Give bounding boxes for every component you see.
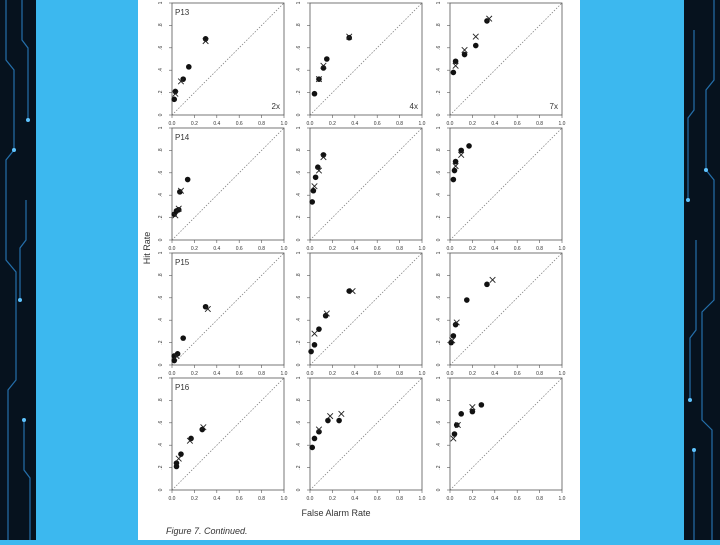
x-tick-label: 0.6 xyxy=(373,246,381,252)
y-tick-label: 0 xyxy=(296,113,302,117)
y-tick-label: .2 xyxy=(158,465,164,470)
observed-point xyxy=(451,70,457,76)
predicted-point xyxy=(327,413,333,419)
predicted-point xyxy=(490,277,496,283)
x-tick-label: 1.0 xyxy=(418,496,426,502)
x-tick-label: 0.0 xyxy=(168,246,176,252)
x-tick-label: 0.8 xyxy=(258,496,266,502)
y-tick-label: .6 xyxy=(436,420,442,425)
x-tick-label: 0.2 xyxy=(190,371,198,377)
x-tick-label: 0.2 xyxy=(468,121,476,127)
y-tick-label: 0 xyxy=(296,363,302,367)
y-tick-label: 1 xyxy=(436,1,442,5)
observed-point xyxy=(186,64,192,70)
y-tick-label: 1 xyxy=(436,376,442,380)
y-tick-label: 1 xyxy=(158,1,164,5)
y-tick-label: .4 xyxy=(158,443,164,448)
observed-point xyxy=(346,35,352,41)
y-tick-label: 1 xyxy=(158,126,164,130)
x-tick-label: 0.6 xyxy=(235,246,243,252)
y-tick-label: 0 xyxy=(436,488,442,492)
chance-diagonal xyxy=(172,253,284,365)
figure-caption: Figure 7. Continued. xyxy=(166,526,248,536)
y-tick-label: .4 xyxy=(296,68,302,73)
y-tick-label: .4 xyxy=(158,318,164,323)
observed-point xyxy=(171,97,177,103)
y-tick-label: .2 xyxy=(436,340,442,345)
x-tick-label: 0.0 xyxy=(306,496,314,502)
x-tick-label: 0.8 xyxy=(536,371,544,377)
x-tick-label: 1.0 xyxy=(280,246,288,252)
y-tick-label: 1 xyxy=(296,126,302,130)
x-tick-label: 1.0 xyxy=(280,121,288,127)
x-tick-label: 1.0 xyxy=(418,121,426,127)
x-tick-label: 0.2 xyxy=(328,121,336,127)
y-tick-label: .2 xyxy=(296,465,302,470)
observed-point xyxy=(180,335,186,341)
chance-diagonal xyxy=(310,253,422,365)
x-tick-label: 0.8 xyxy=(258,371,266,377)
x-tick-label: 0.0 xyxy=(168,496,176,502)
observed-point xyxy=(451,177,457,183)
observed-point xyxy=(466,143,472,149)
condition-label: 4x xyxy=(409,102,418,111)
x-tick-label: 0.8 xyxy=(396,496,404,502)
participant-label: P16 xyxy=(175,383,190,392)
y-tick-label: .4 xyxy=(436,68,442,73)
y-tick-label: .8 xyxy=(158,273,164,278)
y-tick-label: .4 xyxy=(296,318,302,323)
y-tick-label: 1 xyxy=(158,251,164,255)
x-tick-label: 0.0 xyxy=(168,371,176,377)
y-tick-label: .2 xyxy=(296,340,302,345)
y-tick-label: .8 xyxy=(296,148,302,153)
x-tick-label: 0.6 xyxy=(513,246,521,252)
y-tick-label: .2 xyxy=(436,215,442,220)
chance-diagonal xyxy=(172,378,284,490)
y-tick-label: .2 xyxy=(436,90,442,95)
condition-label: 2x xyxy=(271,102,280,111)
x-tick-label: 0.4 xyxy=(351,121,359,127)
x-tick-label: 0.0 xyxy=(446,496,454,502)
observed-point xyxy=(308,349,314,355)
x-tick-label: 1.0 xyxy=(280,371,288,377)
x-tick-label: 1.0 xyxy=(418,246,426,252)
y-tick-label: 1 xyxy=(436,126,442,130)
x-tick-label: 0.2 xyxy=(190,121,198,127)
y-tick-label: .6 xyxy=(158,45,164,50)
x-tick-label: 1.0 xyxy=(280,496,288,502)
chance-diagonal xyxy=(450,253,562,365)
y-tick-label: .8 xyxy=(296,23,302,28)
y-tick-label: .2 xyxy=(296,90,302,95)
x-tick-label: 0.8 xyxy=(536,121,544,127)
x-tick-label: 0.4 xyxy=(491,371,499,377)
x-tick-label: 0.6 xyxy=(513,121,521,127)
predicted-point xyxy=(473,34,479,40)
x-tick-label: 0.2 xyxy=(190,496,198,502)
x-tick-label: 0.0 xyxy=(306,121,314,127)
observed-point xyxy=(312,436,318,442)
x-tick-label: 0.0 xyxy=(306,371,314,377)
y-tick-label: .2 xyxy=(158,215,164,220)
chance-diagonal xyxy=(310,128,422,240)
y-tick-label: .6 xyxy=(158,170,164,175)
x-tick-label: 0.4 xyxy=(491,496,499,502)
x-tick-label: 0.0 xyxy=(446,246,454,252)
y-tick-label: 0 xyxy=(436,113,442,117)
x-tick-label: 0.4 xyxy=(351,246,359,252)
y-tick-label: .2 xyxy=(296,215,302,220)
y-tick-label: .4 xyxy=(436,318,442,323)
x-tick-label: 0.8 xyxy=(536,496,544,502)
y-tick-label: .6 xyxy=(296,170,302,175)
y-tick-label: .2 xyxy=(158,90,164,95)
y-tick-label: .6 xyxy=(158,420,164,425)
x-tick-label: 0.8 xyxy=(258,121,266,127)
observed-point xyxy=(312,91,318,97)
y-tick-label: 0 xyxy=(158,488,164,492)
y-tick-label: .2 xyxy=(436,465,442,470)
x-tick-label: 0.6 xyxy=(513,496,521,502)
x-tick-label: 0.2 xyxy=(468,246,476,252)
predicted-point xyxy=(312,331,318,337)
participant-label: P13 xyxy=(175,8,190,17)
x-tick-label: 0.8 xyxy=(536,246,544,252)
x-tick-label: 0.4 xyxy=(351,371,359,377)
x-tick-label: 0.4 xyxy=(213,121,221,127)
y-tick-label: .6 xyxy=(436,45,442,50)
observed-point xyxy=(185,177,191,183)
y-tick-label: 0 xyxy=(158,238,164,242)
participant-label: P14 xyxy=(175,133,190,142)
y-tick-label: 1 xyxy=(158,376,164,380)
y-tick-label: .8 xyxy=(158,398,164,403)
chance-diagonal xyxy=(172,3,284,115)
x-tick-label: 0.8 xyxy=(396,121,404,127)
x-tick-label: 0.4 xyxy=(351,496,359,502)
y-tick-label: .8 xyxy=(436,23,442,28)
x-tick-label: 1.0 xyxy=(558,246,566,252)
y-tick-label: .8 xyxy=(296,398,302,403)
observed-point xyxy=(473,43,479,49)
x-tick-label: 0.2 xyxy=(468,371,476,377)
y-tick-label: 0 xyxy=(436,363,442,367)
x-tick-label: 0.6 xyxy=(373,121,381,127)
x-tick-label: 0.0 xyxy=(168,121,176,127)
predicted-point xyxy=(176,456,182,462)
y-tick-label: 0 xyxy=(158,113,164,117)
y-tick-label: 1 xyxy=(436,251,442,255)
x-tick-label: 0.2 xyxy=(328,496,336,502)
observed-point xyxy=(454,422,460,428)
y-tick-label: .8 xyxy=(436,273,442,278)
x-tick-label: 1.0 xyxy=(558,371,566,377)
y-tick-label: 0 xyxy=(296,238,302,242)
observed-point xyxy=(479,402,485,408)
y-tick-label: 0 xyxy=(296,488,302,492)
x-tick-label: 0.2 xyxy=(328,371,336,377)
x-tick-label: 0.0 xyxy=(446,121,454,127)
y-tick-label: .6 xyxy=(158,295,164,300)
y-tick-label: .6 xyxy=(436,170,442,175)
observed-point xyxy=(458,411,464,417)
y-tick-label: .4 xyxy=(296,443,302,448)
chance-diagonal xyxy=(172,128,284,240)
y-tick-label: 0 xyxy=(158,363,164,367)
chance-diagonal xyxy=(450,378,562,490)
chance-diagonal xyxy=(450,3,562,115)
x-tick-label: 0.8 xyxy=(396,371,404,377)
x-tick-label: 0.6 xyxy=(513,371,521,377)
y-tick-label: .4 xyxy=(158,68,164,73)
y-axis-title: Hit Rate xyxy=(142,231,152,265)
observed-point xyxy=(313,174,319,180)
x-tick-label: 0.6 xyxy=(373,371,381,377)
x-tick-label: 0.0 xyxy=(306,246,314,252)
y-tick-label: .8 xyxy=(296,273,302,278)
y-tick-label: .6 xyxy=(296,420,302,425)
x-tick-label: 0.4 xyxy=(213,496,221,502)
y-tick-label: .8 xyxy=(436,148,442,153)
x-tick-label: 0.4 xyxy=(213,371,221,377)
x-tick-label: 0.4 xyxy=(213,246,221,252)
x-tick-label: 0.4 xyxy=(491,246,499,252)
x-tick-label: 0.0 xyxy=(446,371,454,377)
observed-point xyxy=(176,207,182,213)
y-tick-label: 1 xyxy=(296,251,302,255)
x-tick-label: 0.2 xyxy=(328,246,336,252)
x-axis-title: False Alarm Rate xyxy=(301,508,371,518)
y-tick-label: 1 xyxy=(296,1,302,5)
x-tick-label: 0.8 xyxy=(396,246,404,252)
observed-point xyxy=(324,56,330,62)
x-tick-label: 1.0 xyxy=(418,371,426,377)
predicted-point xyxy=(339,411,345,417)
x-tick-label: 0.4 xyxy=(491,121,499,127)
chance-diagonal xyxy=(310,378,422,490)
x-tick-label: 0.6 xyxy=(373,496,381,502)
x-tick-label: 0.6 xyxy=(235,121,243,127)
y-tick-label: 1 xyxy=(296,376,302,380)
y-tick-label: .6 xyxy=(436,295,442,300)
y-tick-label: .8 xyxy=(158,148,164,153)
condition-label: 7x xyxy=(549,102,558,111)
y-tick-label: 0 xyxy=(436,238,442,242)
observed-point xyxy=(309,199,315,205)
y-tick-label: .4 xyxy=(296,193,302,198)
observed-point xyxy=(484,282,490,288)
x-tick-label: 1.0 xyxy=(558,496,566,502)
x-tick-label: 1.0 xyxy=(558,121,566,127)
observed-point xyxy=(309,445,315,451)
y-tick-label: .4 xyxy=(158,193,164,198)
x-tick-label: 0.6 xyxy=(235,371,243,377)
observed-point xyxy=(336,418,342,424)
x-tick-label: 0.2 xyxy=(468,496,476,502)
x-tick-label: 0.2 xyxy=(190,246,198,252)
participant-label: P15 xyxy=(175,258,190,267)
y-tick-label: .4 xyxy=(436,193,442,198)
y-tick-label: .2 xyxy=(158,340,164,345)
y-tick-label: .6 xyxy=(296,45,302,50)
y-tick-label: .8 xyxy=(158,23,164,28)
observed-point xyxy=(464,297,470,303)
y-tick-label: .8 xyxy=(436,398,442,403)
x-tick-label: 0.8 xyxy=(258,246,266,252)
observed-point xyxy=(312,342,318,348)
x-tick-label: 0.6 xyxy=(235,496,243,502)
y-tick-label: .6 xyxy=(296,295,302,300)
y-tick-label: .4 xyxy=(436,443,442,448)
